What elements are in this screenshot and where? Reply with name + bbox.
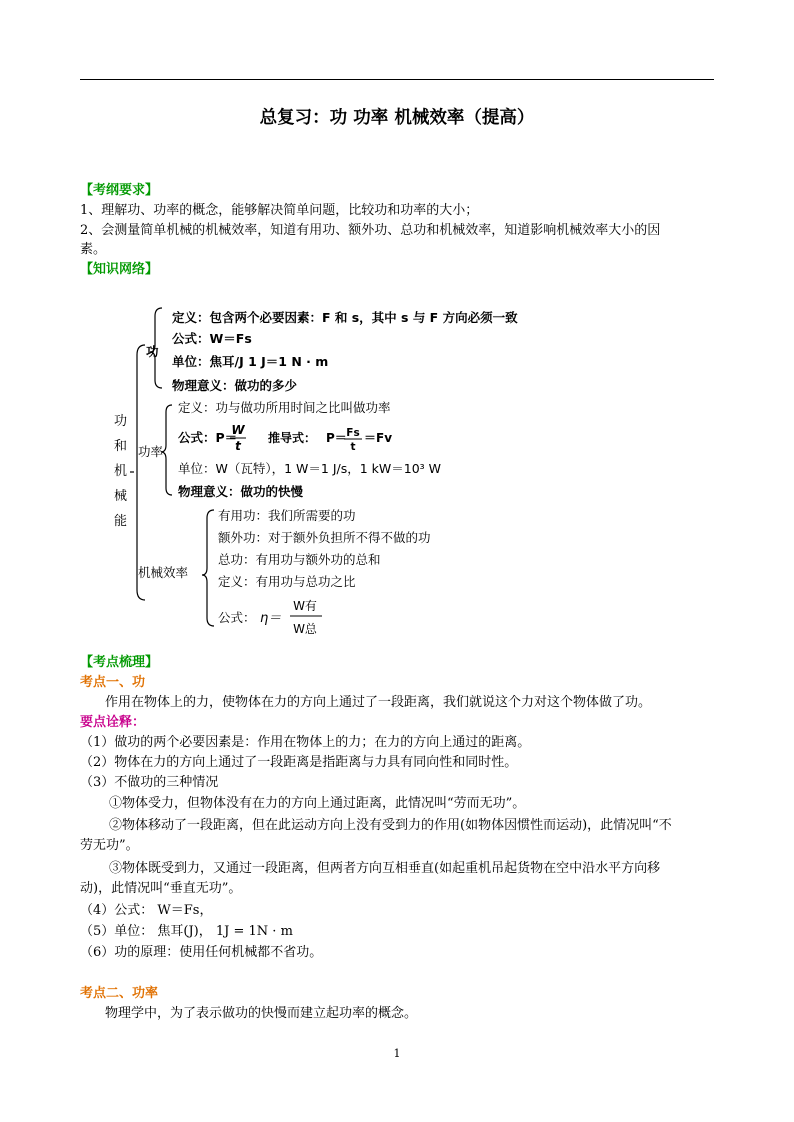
efficiency-num: W有 xyxy=(293,599,317,613)
syllabus-item-2: 2、会测量简单机械的机械效率，知道有用功、额外功、总功和机械效率，知道影响机械效率大小的因 xyxy=(80,223,661,238)
efficiency-formula-prefix: 公式： xyxy=(218,610,256,625)
key-point-3c-cont: 动)，此情况叫“垂直无功”。 xyxy=(80,881,242,896)
root-char: 机 xyxy=(114,464,128,479)
page-number: 1 xyxy=(393,1047,401,1060)
efficiency-total: 总功：有用功与额外功的总和 xyxy=(218,552,381,567)
efficiency-useful: 有用功：我们所需要的功 xyxy=(218,508,356,523)
point2-definition: 物理学中，为了表示做功的快慢而建立起功率的概念。 xyxy=(105,1006,418,1021)
syllabus-item-2-cont: 素。 xyxy=(80,242,107,257)
point2-title: 考点二、功率 xyxy=(80,986,159,1001)
efficiency-def: 定义：有用功与总功之比 xyxy=(218,574,356,589)
power-derive-prefix: P＝ xyxy=(326,431,347,445)
power-formula-prefix: 公式：P＝ xyxy=(178,430,238,445)
power-label: 功率 xyxy=(138,444,164,459)
root-char: 能 xyxy=(114,514,128,529)
key-point-2: （2）物体在力的方向上通过了一段距离是指距离与力具有同向性和同时性。 xyxy=(80,755,518,770)
page-title: 总复习：功 功率 机械效率（提高） xyxy=(259,108,535,128)
power-meaning: 物理意义：做功的快慢 xyxy=(178,484,304,499)
key-point-3b-cont: 劳无功”。 xyxy=(80,838,139,853)
header-rule xyxy=(80,79,714,80)
efficiency-brace xyxy=(202,510,214,626)
power-unit: 单位：W（瓦特），1 W＝1 J/s，1 kW＝10³ W xyxy=(178,461,442,476)
root-char: 和 xyxy=(114,439,128,454)
syllabus-header: 【考纲要求】 xyxy=(80,183,159,198)
root-char: 械 xyxy=(114,489,128,504)
work-meaning: 物理意义：做功的多少 xyxy=(172,378,298,393)
power-formula-num: W xyxy=(231,423,245,437)
power-derive-suffix: ＝Fv xyxy=(364,431,393,445)
efficiency-den: W总 xyxy=(293,622,317,636)
review-header: 【考点梳理】 xyxy=(80,655,159,670)
key-point-5: （5）单位： 焦耳(J)， 1J = 1N · m xyxy=(80,924,293,939)
work-label: 功 xyxy=(146,344,159,359)
key-points-title: 要点诠释： xyxy=(80,715,146,730)
key-point-6: （6）功的原理：使用任何机械都不省功。 xyxy=(80,945,323,960)
network-header: 【知识网络】 xyxy=(80,262,159,277)
work-unit: 单位：焦耳/J 1 J＝1 N · m xyxy=(172,354,329,369)
power-derive-label: 推导式： xyxy=(268,431,317,445)
power-def: 定义：功与做功所用时间之比叫做功率 xyxy=(178,400,391,415)
point1-definition: 作用在物体上的力，使物体在力的方向上通过了一段距离，我们就说这个力对这个物体做了功。 xyxy=(105,695,652,710)
work-def: 定义：包含两个必要因素：F 和 s，其中 s 与 F 方向必须一致 xyxy=(172,310,518,325)
key-point-3c: ③物体既受到力，又通过一段距离，但两者方向互相垂直(如起重机吊起货物在空中沿水平方向移 xyxy=(109,861,661,876)
root-brace xyxy=(137,345,145,600)
syllabus-item-1: 1、理解功、功率的概念，能够解决简单问题，比较功和功率的大小； xyxy=(80,203,479,218)
point1-title: 考点一、功 xyxy=(80,675,146,690)
key-point-3b: ②物体移动了一段距离，但在此运动方向上没有受到力的作用(如物体因惯性而运动)，此情况叫“不 xyxy=(109,818,672,833)
efficiency-extra: 额外功：对于额外负担所不得不做的功 xyxy=(218,530,431,545)
power-formula-den: t xyxy=(235,439,241,453)
power-derive-num: Fs xyxy=(346,427,360,439)
knowledge-network-diagram xyxy=(100,290,560,650)
key-point-3a: ①物体受力，但物体没有在力的方向上通过距离，此情况叫“劳而无功”。 xyxy=(109,796,526,811)
key-point-1: （1）做功的两个必要因素是：作用在物体上的力；在力的方向上通过的距离。 xyxy=(80,735,531,750)
key-point-4: （4）公式： W＝Fs， xyxy=(80,903,213,918)
key-point-3: （3）不做功的三种情况 xyxy=(80,775,219,790)
root-label xyxy=(114,414,127,529)
power-derive-den: t xyxy=(350,441,356,453)
efficiency-eta: η＝ xyxy=(260,611,282,626)
root-char: 功 xyxy=(114,414,128,429)
efficiency-label: 机械效率 xyxy=(138,565,189,580)
work-formula: 公式：W＝Fs xyxy=(172,331,252,346)
